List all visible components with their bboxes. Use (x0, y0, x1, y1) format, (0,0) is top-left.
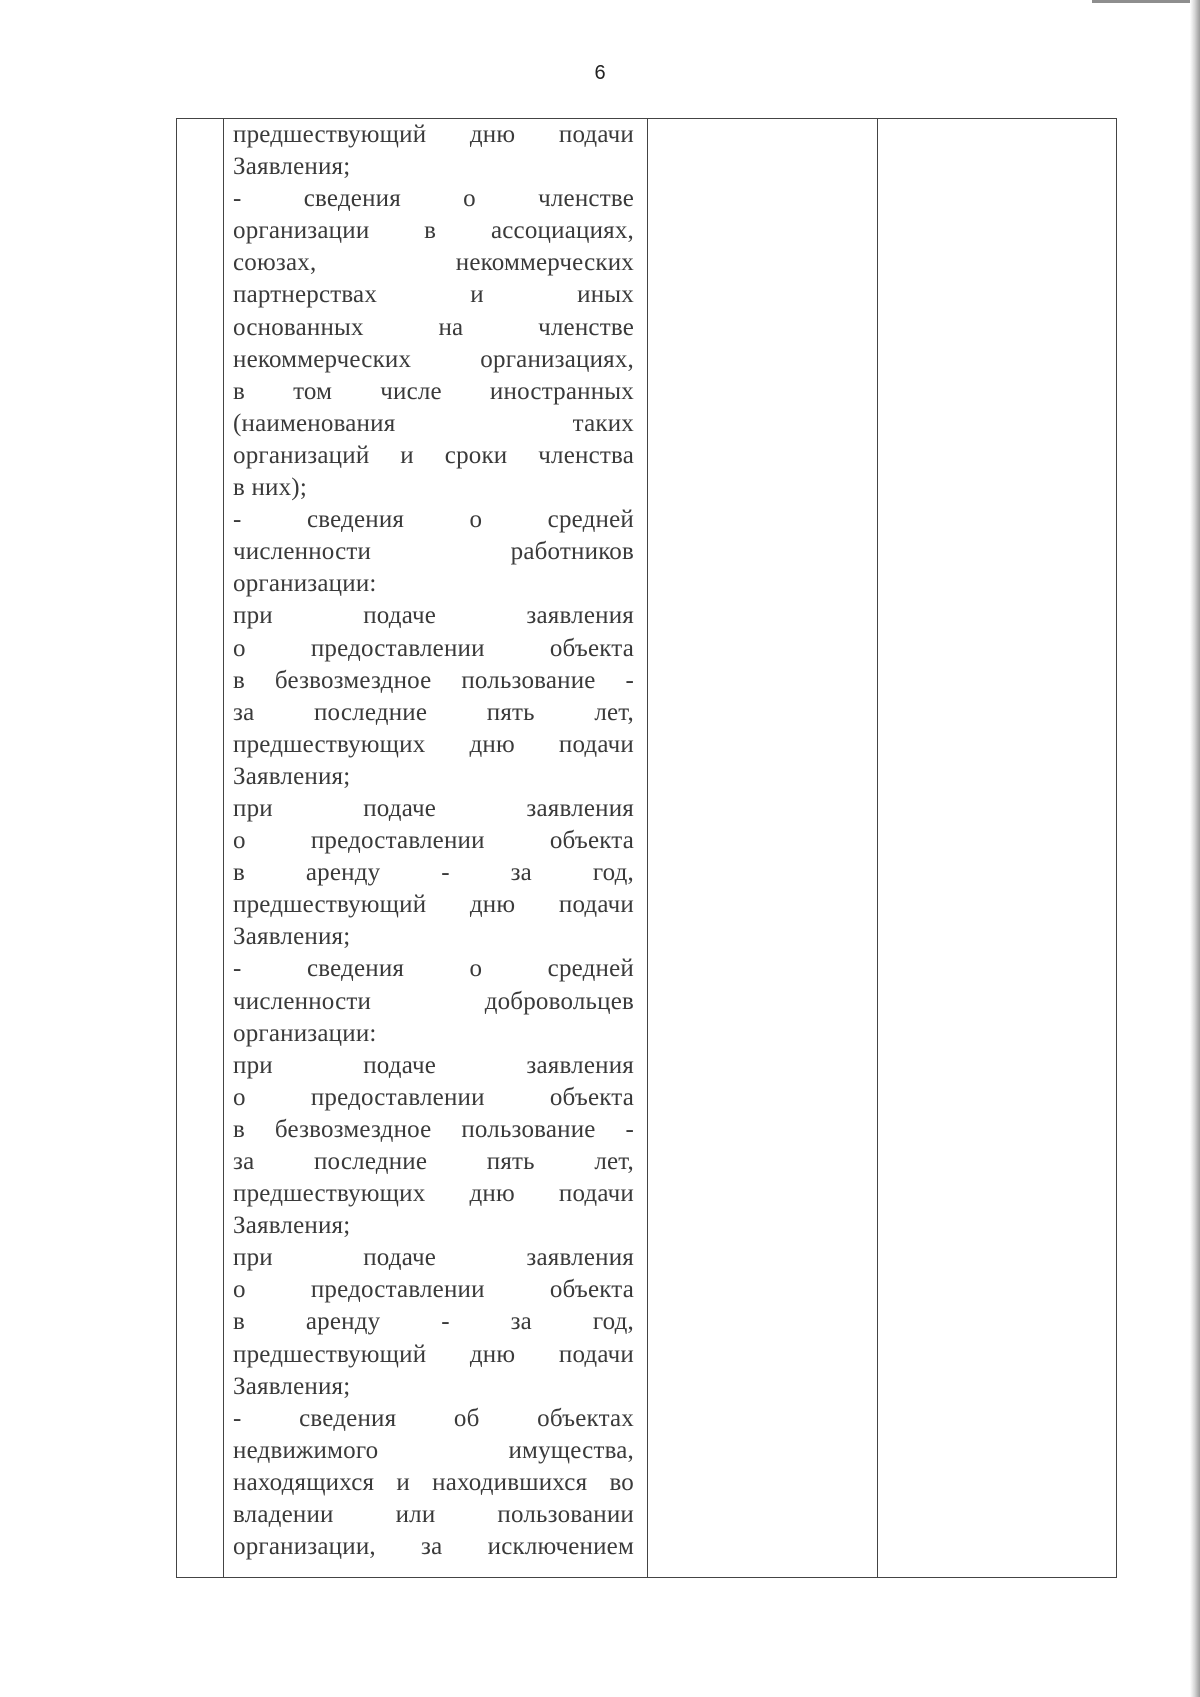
cell-text-line: в аренду - за год, (233, 859, 634, 887)
cell-text-line: за последние пять лет, (233, 1148, 634, 1175)
cell-text-line: Заявления; (233, 1372, 351, 1400)
cell-text-line: численности работников (233, 538, 634, 566)
cell-text-line: - сведения о средней (233, 506, 634, 534)
cell-text-line: партнерствах и иных (233, 281, 634, 309)
column-divider-1 (223, 119, 224, 1577)
cell-text-line: при подаче заявления (233, 1051, 634, 1079)
cell-text-line: Заявления; (233, 153, 351, 181)
cell-text-line: о предоставлении объекта (233, 827, 634, 855)
cell-text-line: при подаче заявления (233, 1244, 634, 1272)
cell-text-line: за последние пять лет, (233, 698, 634, 726)
cell-text-line: Заявления; (233, 1212, 351, 1240)
cell-text-line: Заявления; (233, 923, 351, 951)
cell-text-line: в них); (233, 474, 307, 502)
cell-text-line: организаций и сроки членства (233, 441, 634, 469)
column-divider-3 (877, 119, 878, 1577)
cell-text-line: недвижимого имущества, (233, 1436, 634, 1464)
cell-text-line: в том числе иностранных (233, 377, 634, 405)
cell-text-line: - сведения об объектах (233, 1404, 634, 1432)
cell-text-line: находящихся и находившихся во (233, 1468, 634, 1496)
cell-text-line: предшествующий дню подачи (233, 891, 634, 919)
cell-text-line: организации, за исключением (233, 1533, 634, 1561)
cell-text-line: организации: (233, 1019, 377, 1047)
cell-text-line: некоммерческих организациях, (233, 345, 634, 373)
cell-text-line: основанных на членстве (233, 313, 634, 341)
cell-text-line: в безвозмездное пользование - (233, 666, 634, 694)
cell-text-line: о предоставлении объекта (233, 1276, 634, 1304)
cell-text-line: в аренду - за год, (233, 1308, 634, 1336)
cell-text-line: организации в ассоциациях, (233, 217, 634, 245)
cell-text-line: при подаче заявления (233, 602, 634, 630)
scan-edge-top (1092, 0, 1200, 3)
cell-text-line: предшествующих дню подачи (233, 1180, 634, 1208)
cell-text-line: - сведения о членстве (233, 185, 634, 213)
cell-text-line: Заявления; (233, 762, 351, 790)
table-cell-text (233, 119, 634, 1575)
cell-text-line: численности добровольцев (233, 987, 634, 1015)
cell-text-line: организации: (233, 570, 377, 598)
cell-text-line: предшествующий дню подачи (233, 1340, 634, 1368)
cell-text-line: - сведения о средней (233, 955, 634, 983)
cell-text-line: о предоставлении объекта (233, 1083, 634, 1111)
column-divider-2 (647, 119, 648, 1577)
page-number: 6 (594, 62, 606, 84)
document-table (176, 118, 1117, 1578)
cell-text-line: о предоставлении объекта (233, 634, 634, 662)
cell-text-line: при подаче заявления (233, 794, 634, 822)
cell-text-line: (наименования таких (233, 409, 634, 437)
cell-text-line: союзах, некоммерческих (233, 249, 634, 277)
scan-edge-right (1190, 0, 1200, 1697)
cell-text-line: в безвозмездное пользование - (233, 1115, 634, 1143)
cell-text-line: владении или пользовании (233, 1501, 634, 1529)
cell-text-line: предшествующих дню подачи (233, 730, 634, 758)
cell-text-line: предшествующий дню подачи (233, 121, 634, 148)
